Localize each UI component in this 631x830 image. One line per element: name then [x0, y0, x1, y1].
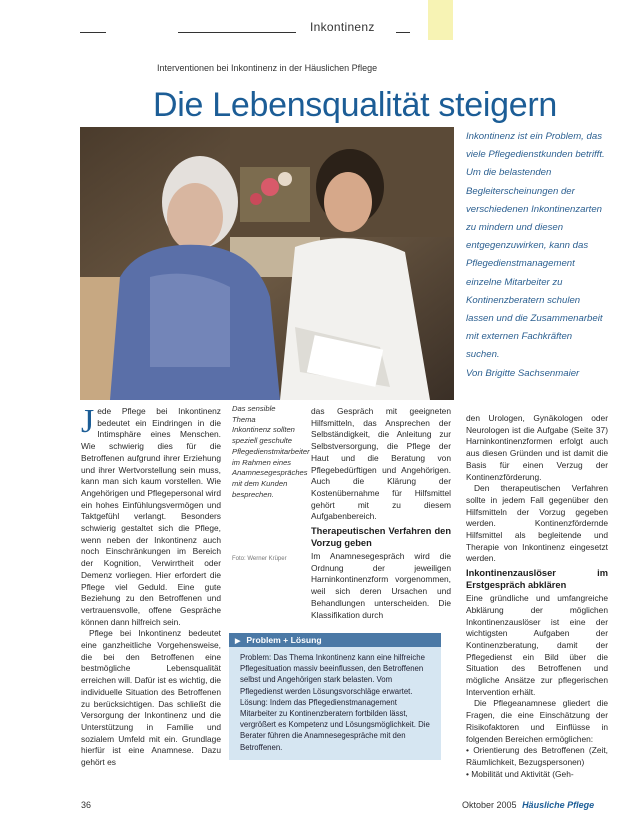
- problem-solution-box: [229, 633, 441, 760]
- col4-paragraph-2: Den therapeutischen Verfahren sollte in jedem Fall gegenüber den Hilfsmitteln der Vorzug gegeben werden. Kontinenzfördernde Hilfsmittel als begleitende und Therapie von Inkontinenz eingesetzt werden.: [466, 483, 608, 564]
- box-title: Problem + Lösung: [246, 635, 322, 645]
- col1-paragraph-2: Pflege bei Inkontinenz bedeutet eine ganzheitliche Vorgehensweise, die bei den Betroffenen eine bestmögliche Lebensqualität erreichen will. Dafür ist es wichtig, die individuelle Situation des Betroffenen zu berücksichtigen. Das schließt die Versorgung der Inkontinenz und die Unterstützung in Familie und sozialem Umfeld mit ein. Grundlage hierfür ist eine Anamnese. Dazu gehört es: [81, 628, 221, 768]
- col4-paragraph-4: Die Pflegeanamnese gliedert die Fragen, die eine Einschätzung der Risikofaktoren und Einflüsse in folgenden Bereichen ermöglichen:: [466, 698, 608, 744]
- col4-paragraph-1: den Urologen, Gynäkologen oder Neurologen ist die Aufgabe (Seite 37) Harninkontinenzformen erfolgt auch aus diesen Gründen und ist damit die Basis für einen Verzug der Kontinenzförderung.: [466, 413, 608, 482]
- article-intro: [466, 128, 606, 383]
- photo-caption: Das sensible Thema Inkontinenz sollten speziell geschulte Pflegedienstmitarbeiter im Rahmen eines Anamnesegespräches mit dem Kunden besprechen.: [232, 404, 310, 499]
- box-text: Problem: Das Thema Inkontinenz kann eine hilfreiche Pflegesituation massiv beeinflussen, den Betroffenen selbst und Angehörigen stark belasten. Vom Pflegedienst werden Lösungsvorschläge erwartet. Lösung: Indem das Pflegedienstmanagement Mitarbeiter zu Kontinenzberatern fortbilden lässt, vergrößert es Kompetenz und Lösungsmöglichkeit. Die Berater führen die Anamnesegespräche mit den Betroffenen.: [240, 653, 430, 752]
- article-photo: [80, 127, 454, 400]
- author-byline: Von Brigitte Sachsenmaier: [466, 367, 580, 379]
- article-subtitle: Interventionen bei Inkontinenz in der Häuslichen Pflege: [157, 63, 378, 73]
- page-number: 36: [81, 800, 92, 810]
- photo-credit: Foto: Werner Krüper: [232, 556, 287, 562]
- col3-paragraph-1: das Gespräch mit geeigneten Hilfsmitteln, das Ansprechen der Selbständigkeit, die Anleitung zur Selbstversorgung, die Pflege der Haut und die Beratung von Pflegebedürftigen und Angehörigen. Auch die Klärung der Kostenübernahme für Hilfsmittel gehört mit zu diesem Aufgabenbereich.: [311, 406, 451, 522]
- col1-paragraph-1: ede Pflege bei Inkontinenz bedeutet ein Eindringen in die Intimsphäre eines Menschen. Wie schwierig dies für die Betroffenen aufgrund ihrer Erziehung und ihrer Wertvorstellung sein muss, kann man sich kaum vorstellen. Wie Angehörigen und Pflegepersonal wird ein hohes Einfühlungsvermögen und Taktgefühl verlangt. Besonders schwierig gestaltet sich die Pflege, wenn neben der Inkontinenz auch noch Einschränkungen im Bereich der Kognition, Verwirrtheit oder Demenz vorliegen. Hier erfordert die Pflege viel Geduld. Eine gute Beziehung zu den Betroffenen und vertrauensvolle, offene Gespräche können dann hilfreich sein.: [81, 406, 221, 627]
- col4-subhead: Inkontinenzauslöser im Erstgespräch abklären: [466, 568, 608, 590]
- header-rule-mid: [178, 32, 296, 33]
- col3-subhead: Therapeutischen Verfahren den Vorzug geben: [311, 526, 451, 548]
- header-tab-decoration: [428, 0, 453, 40]
- box-header: [229, 633, 441, 647]
- magazine-name: Häusliche Pflege: [522, 800, 595, 810]
- col4-paragraph-3: Eine gründliche und umfangreiche Abklärung der möglichen Inkontinenzauslöser ist eine der wichtigsten Aufgaben der Kontinenzberatung, damit der Pflegedienst ein Bild über die Situation des Betroffenen und mögliche Ansätze zur pflegerischen Intervention erhält.: [466, 593, 608, 697]
- issue-date: Oktober 2005: [462, 800, 517, 810]
- section-title: Inkontinenz: [310, 20, 375, 34]
- article-headline: Die Lebensqualität steigern: [153, 86, 557, 124]
- col4-bullet-2: • Mobilität und Aktivität (Geh-: [466, 768, 574, 779]
- body-column-3: [311, 406, 451, 621]
- body-column-1: [81, 403, 221, 769]
- header-rule-left: [80, 32, 106, 33]
- header-rule-right: [396, 32, 410, 33]
- col4-bullet-1: • Orientierung des Betroffenen (Zeit, Räumlichkeit, Bezugspersonen): [466, 745, 608, 767]
- footer-issue: [462, 800, 594, 810]
- triangle-right-icon: ▶: [235, 638, 241, 645]
- body-column-4: [466, 413, 608, 780]
- col3-paragraph-2: Im Anamnesegespräch wird die Ordnung der jeweiligen Harninkontinenzform vorgenommen, weil sich deren Ursachen und Behandlungen unterscheiden. Die Klassifikation durch: [311, 551, 451, 620]
- drop-cap: J: [81, 403, 95, 440]
- intro-text: Inkontinenz ist ein Problem, das viele Pflegedienstkunden betrifft. Um die belastenden Begleiterscheinungen der verschiedenen Inkontinenzarten zu mindern und diesen entgegenzuwirken, kann das Pflegedienstmanagement einzelne Mitarbeiter zu Kontinenzberatern schulen lassen und die Zusammenarbeit mit externen Fachkräften suchen.: [466, 131, 605, 361]
